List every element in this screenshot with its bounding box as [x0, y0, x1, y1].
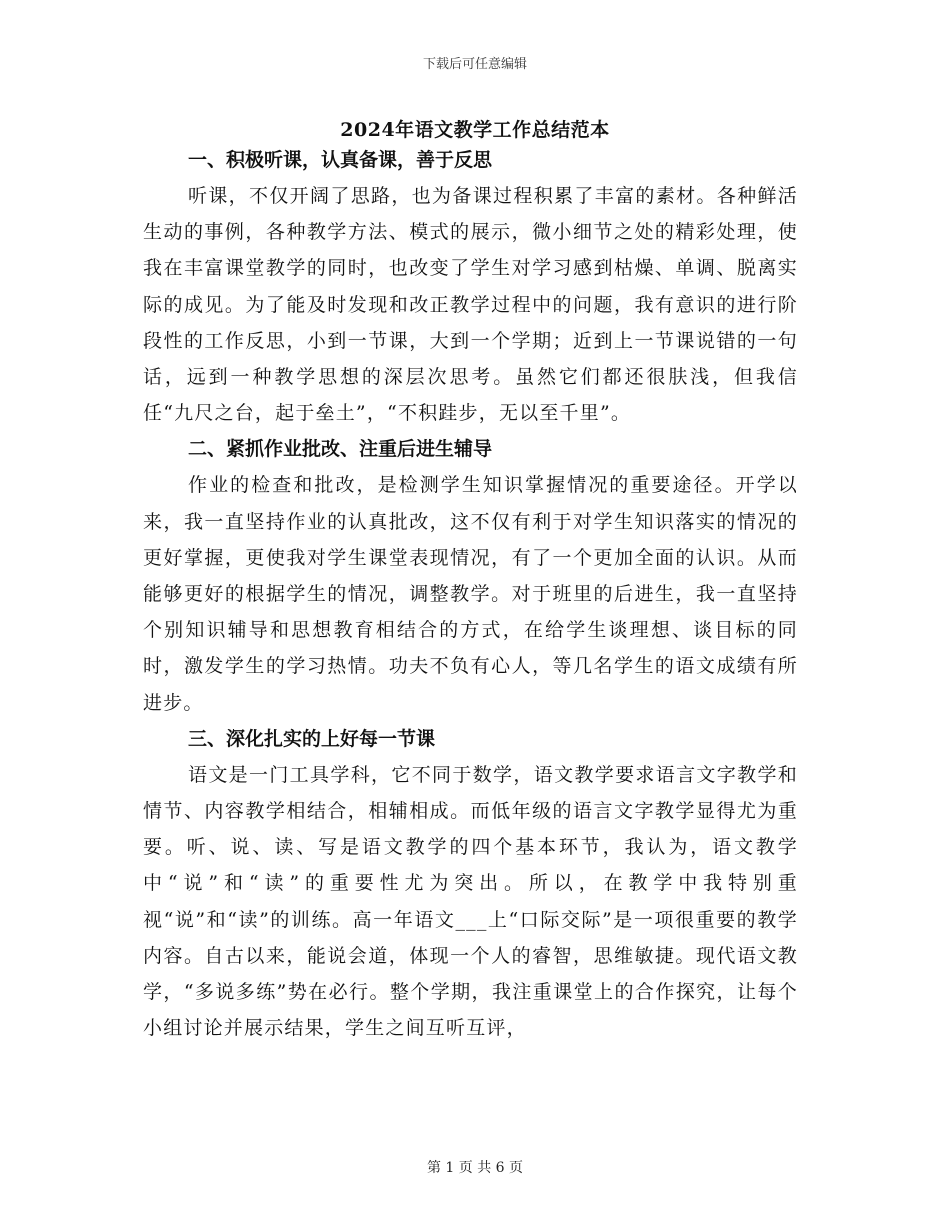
section-paragraph: 听课，不仅开阔了思路，也为备课过程积累了丰富的素材。各种鲜活生动的事例，各种教学方法、模式的展示，微小细节之处的精彩处理，使我在丰富课堂教学的同时，也改变了学生对学习感到枯燥、单调、脱离实际的成见。为了能及时发现和改正教学过程中的问题，我有意识的进行阶段性的工作反思，小到一节课，大到一个学期；近到上一节课说错的一句话，远到一种教学思想的深层次思考。虽然它们都还很肤浅，但我信任“九尺之台，起于垒土”，“不积跬步，无以至千里”。: [143, 185, 798, 425]
section-3: [143, 721, 798, 1047]
section-2: [143, 431, 798, 720]
section-paragraph: 作业的检查和批改，是检测学生知识掌握情况的重要途径。开学以来，我一直坚持作业的认真批改，这不仅有利于对学生知识落实的情况的更好掌握，更使我对学生课堂表现情况，有了一个更加全面的认识。从而能够更好的根据学生的情况，调整教学。对于班里的后进生，我一直坚持个别知识辅导和思想教育相结合的方式，在给学生谈理想、谈目标的同时，激发学生的学习热情。功夫不负有心人，等几名学生的语文成绩有所进步。: [143, 474, 798, 714]
section-paragraph: 语文是一门工具学科，它不同于数学，语文教学要求语言文字教学和情节、内容教学相结合，相辅相成。而低年级的语言文字教学显得尤为重要。听、说、读、写是语文教学的四个基本环节，我认为，语文教学中“说”和“读”的重要性尤为突出。所以，在教学中我特别重视“说”和“读”的训练。高一年语文___上“口际交际”是一项很重要的教学内容。自古以来，能说会道，体现一个人的睿智，思维敏捷。现代语文教学，“多说多练”势在必行。整个学期，我注重课堂上的合作探究，让每个小组讨论并展示结果，学生之间互听互评，: [143, 763, 798, 1040]
document-body: [143, 142, 798, 1046]
document-title: 2024年语文教学工作总结范本: [340, 119, 610, 141]
section-heading: 三、深化扎实的上好每一节课: [188, 727, 436, 750]
header-note: 下载后可任意编辑: [422, 57, 527, 72]
section-1: [143, 142, 798, 431]
section-heading: 二、紧抓作业批改、注重后进生辅导: [188, 438, 493, 461]
page-indicator: 第 1 页 共 6 页: [426, 1160, 524, 1176]
section-heading: 一、积极听课，认真备课，善于反思: [188, 149, 493, 171]
